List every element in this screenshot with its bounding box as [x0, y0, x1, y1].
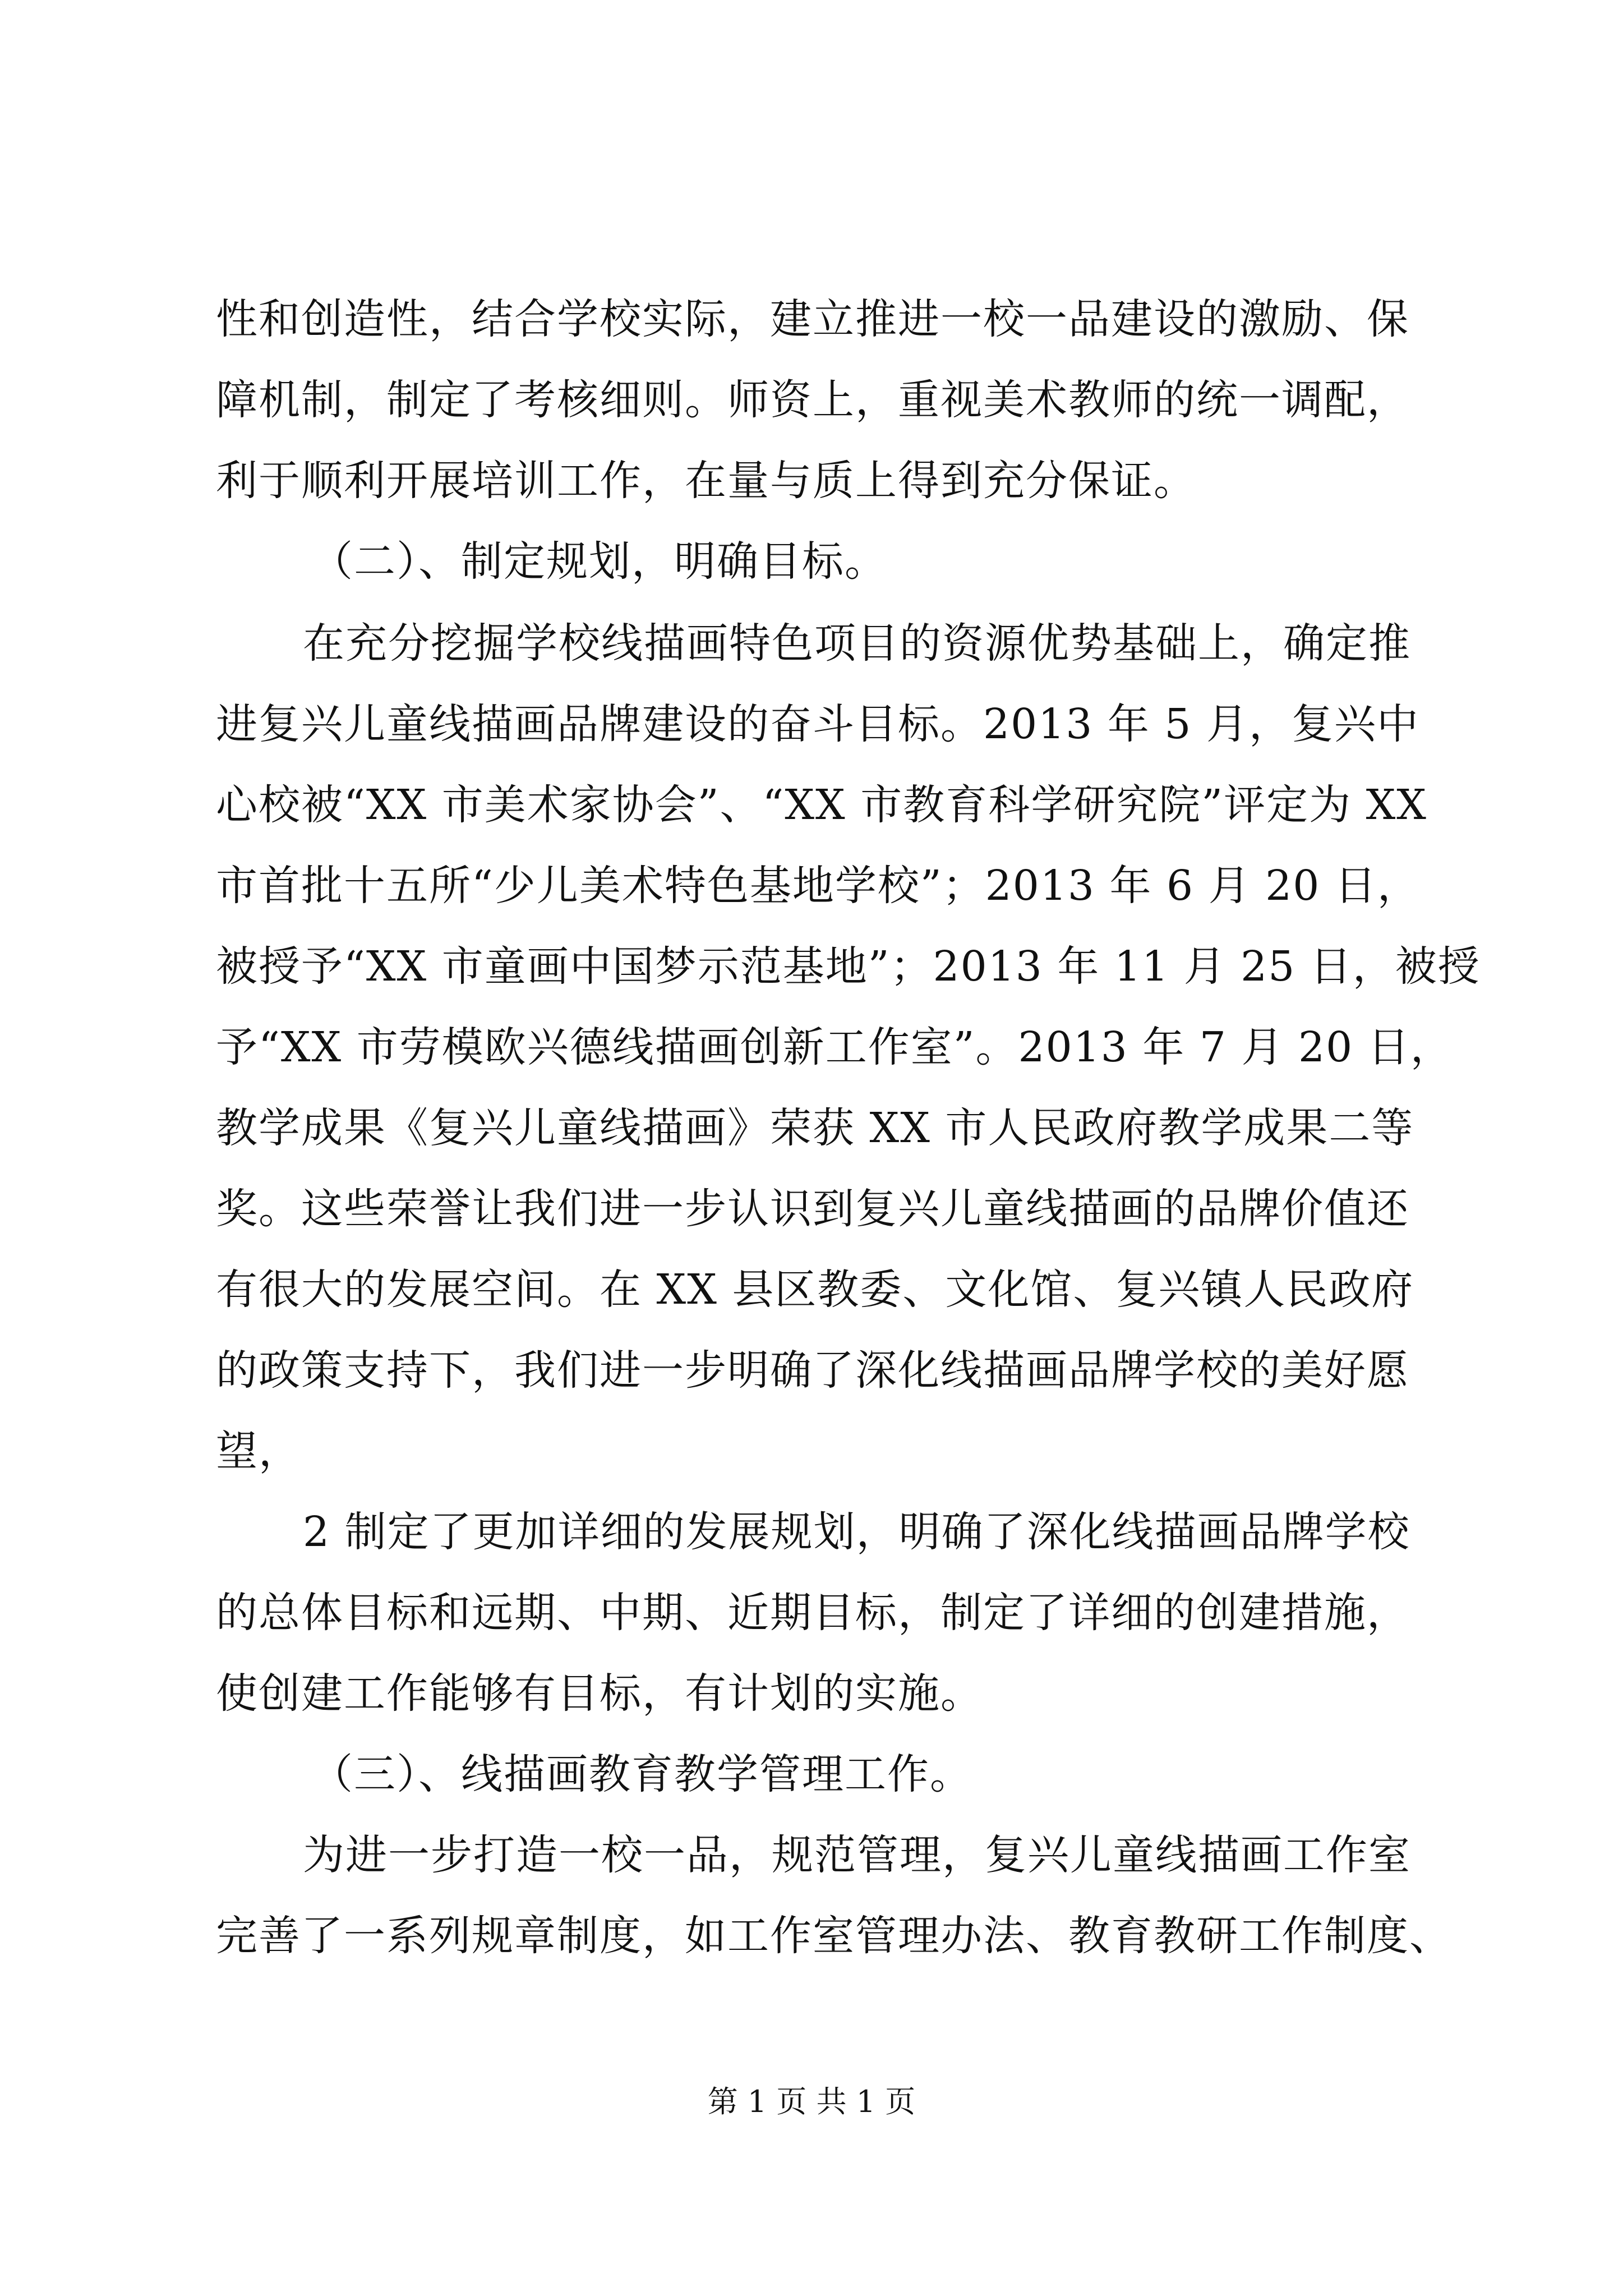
paragraph-line: 性和创造性，结合学校实际，建立推进一校一品建设的激励、保: [216, 295, 1409, 343]
paragraph-line: 教学成果《复兴儿童线描画》荣获 XX 市人民政府教学成果二等: [216, 1104, 1414, 1152]
paragraph-line: 市首批十五所“少儿美术特色基地学校”；2013 年 6 月 20 日，: [216, 862, 1420, 910]
paragraph-line: 在充分挖掘学校线描画特色项目的资源优势基础上，确定推: [303, 619, 1411, 668]
paragraph-line: 有很大的发展空间。在 XX 县区教委、文化馆、复兴镇人民政府: [216, 1266, 1414, 1314]
paragraph-line: 进复兴儿童线描画品牌建设的奋斗目标。2013 年 5 月，复兴中: [216, 700, 1419, 748]
paragraph-line: 望，: [216, 1427, 301, 1475]
section-heading: （三）、线描画教育教学管理工作。: [311, 1750, 972, 1798]
paragraph-line: 心校被“XX 市美术家协会”、“XX 市教育科学研究院”评定为 XX: [216, 781, 1427, 829]
paragraph-line: 障机制，制定了考核细则。师资上，重视美术教师的统一调配，: [216, 376, 1409, 424]
section-heading: （二）、制定规划，明确目标。: [311, 537, 887, 586]
paragraph-line: 2 制定了更加详细的发展规划，明确了深化线描画品牌学校: [303, 1508, 1410, 1556]
paragraph-line: 予“XX 市劳模欧兴德线描画创新工作室”。2013 年 7 月 20 日，: [216, 1023, 1453, 1071]
paragraph-line: 为进一步打造一校一品，规范管理，复兴儿童线描画工作室: [303, 1831, 1411, 1879]
page-footer: 第 1 页 共 1 页: [707, 2084, 916, 2119]
paragraph-line: 利于顺利开展培训工作，在量与质上得到充分保证。: [216, 457, 1196, 505]
paragraph-line: 完善了一系列规章制度，如工作室管理办法、教育教研工作制度、: [216, 1912, 1452, 1960]
paragraph-line: 的总体目标和远期、中期、近期目标，制定了详细的创建措施，: [216, 1589, 1409, 1637]
paragraph-line: 被授予“XX 市童画中国梦示范基地”；2013 年 11 月 25 日，被授: [216, 942, 1481, 991]
paragraph-line: 奖。这些荣誉让我们进一步认识到复兴儿童线描画的品牌价值还: [216, 1185, 1409, 1233]
paragraph-line: 的政策支持下，我们进一步明确了深化线描画品牌学校的美好愿: [216, 1346, 1409, 1395]
paragraph-line: 使创建工作能够有目标，有计划的实施。: [216, 1669, 983, 1718]
